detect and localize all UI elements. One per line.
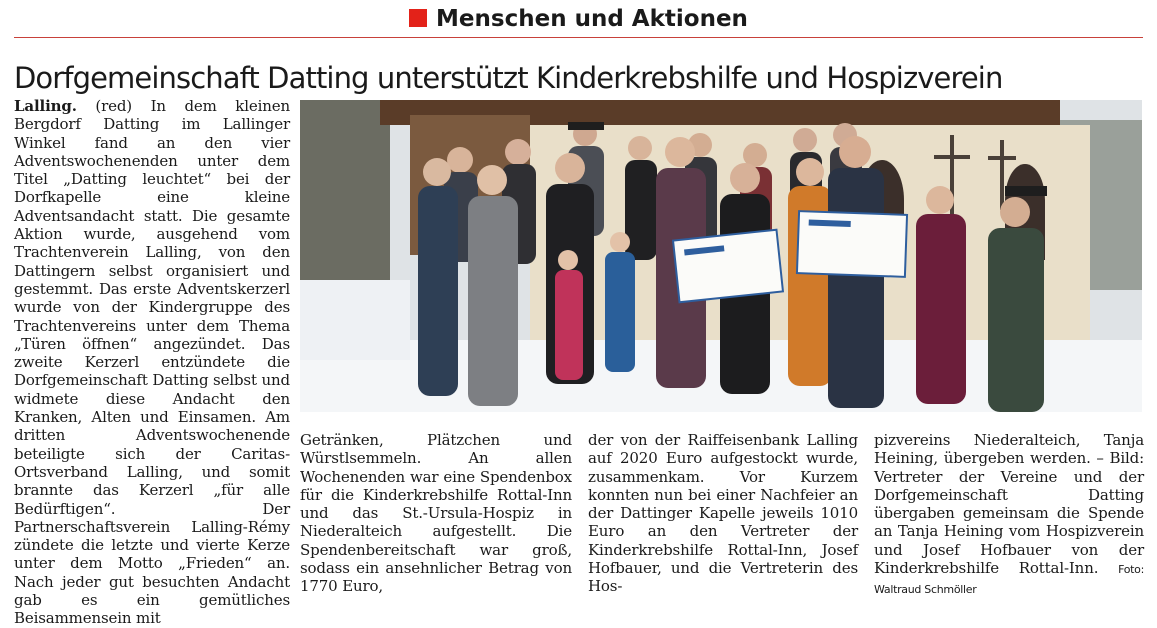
article-column-4 (874, 431, 1144, 600)
snow-bank-left (300, 280, 410, 360)
article-dateline: Lalling. (14, 97, 77, 115)
article-headline: Dorfgemeinschaft Datting unterstützt Kinderkrebshilfe und Hospizverein (14, 61, 1003, 95)
article-column-2: Getränken, Plätzchen und Würstlsemmeln. An allen Wochenenden war eine Spendenbox für die Kinderkrebshilfe Rottal-Inn und das St.-Ursula-Hospiz in Niederalteich aufgestellt. Die Spendenbereitschaft war groß, sodass ein ansehnlicher Betrag von 1770 Euro, (300, 431, 572, 596)
article-text-1: (red) In dem kleinen Bergdorf Datting im Lallinger Winkel fand an den vier Adventswochenenden unter dem Titel „Datting leuchtet“ bei der Dorfkapelle eine kleine Adventsandacht statt. Die gesamte Aktion wurde, ausgehend vom Trachtenverein Lalling, von den Dattingern selbst organisiert und gestemmt. Das erste Adventskerzerl wurde von der Kindergruppe des Trachtenvereins unter dem Thema „Türen öffnen“ angezündet. Das zweite Kerzerl entzündete die Dorfgemeinschaft Datting selbst und widmete diese Andacht den Kranken, Alten und Einsamen. Am dritten Adventswochenende beteiligte sich der Caritas-Ortsverband Lalling, und somit brannte das Kerzerl „für alle Bedürftigen“. Der Partnerschaftsverein Lalling-Rémy zündete die letzte und vierte Kerze unter dem Motto „Frieden“ an. Nach jeder gut besuchten Andacht gab es ein gemütliches Beisammensein mit (14, 97, 290, 628)
article-photo (300, 100, 1142, 412)
donation-cheque-1 (673, 230, 783, 303)
photo-credit: Foto: Waltraud Schmöller (874, 563, 1144, 597)
wayside-cross-2-bar (988, 156, 1016, 160)
section-divider (14, 37, 1143, 38)
wayside-cross-2 (1000, 140, 1004, 210)
article-text-4: pizvereins Niederalteich, Tanja Heining, übergeben werden. – Bild: Vertreter der Vereine und der Dorfgemeinschaft Datting übergaben gemeinsam die Spende an Tanja Heining vom Hospizverein und Josef Hofbauer von der Kinderkrebshilfe Rottal-Inn. (874, 431, 1144, 578)
wayside-cross-1-bar (934, 155, 970, 159)
section-marker-square (409, 9, 427, 27)
section-title: Menschen und Aktionen (436, 6, 748, 32)
group-photo-illustration (300, 100, 1142, 412)
article-column-1 (14, 97, 290, 628)
section-rubric (0, 4, 1157, 34)
wayside-cross-1 (950, 135, 954, 225)
article-column-3: der von der Raiffeisenbank Lalling auf 2020 Euro aufgestockt wurde, zusammenkam. Vor Kurzem konnten nun bei einer Nachfeier an der Dattinger Kapelle jeweils 1010 Euro an den Vertreter der Kinderkrebshilfe Rottal-Inn, Josef Hofbauer, und die Vertreterin des Hos- (588, 431, 858, 596)
donation-cheque-2 (797, 211, 907, 277)
